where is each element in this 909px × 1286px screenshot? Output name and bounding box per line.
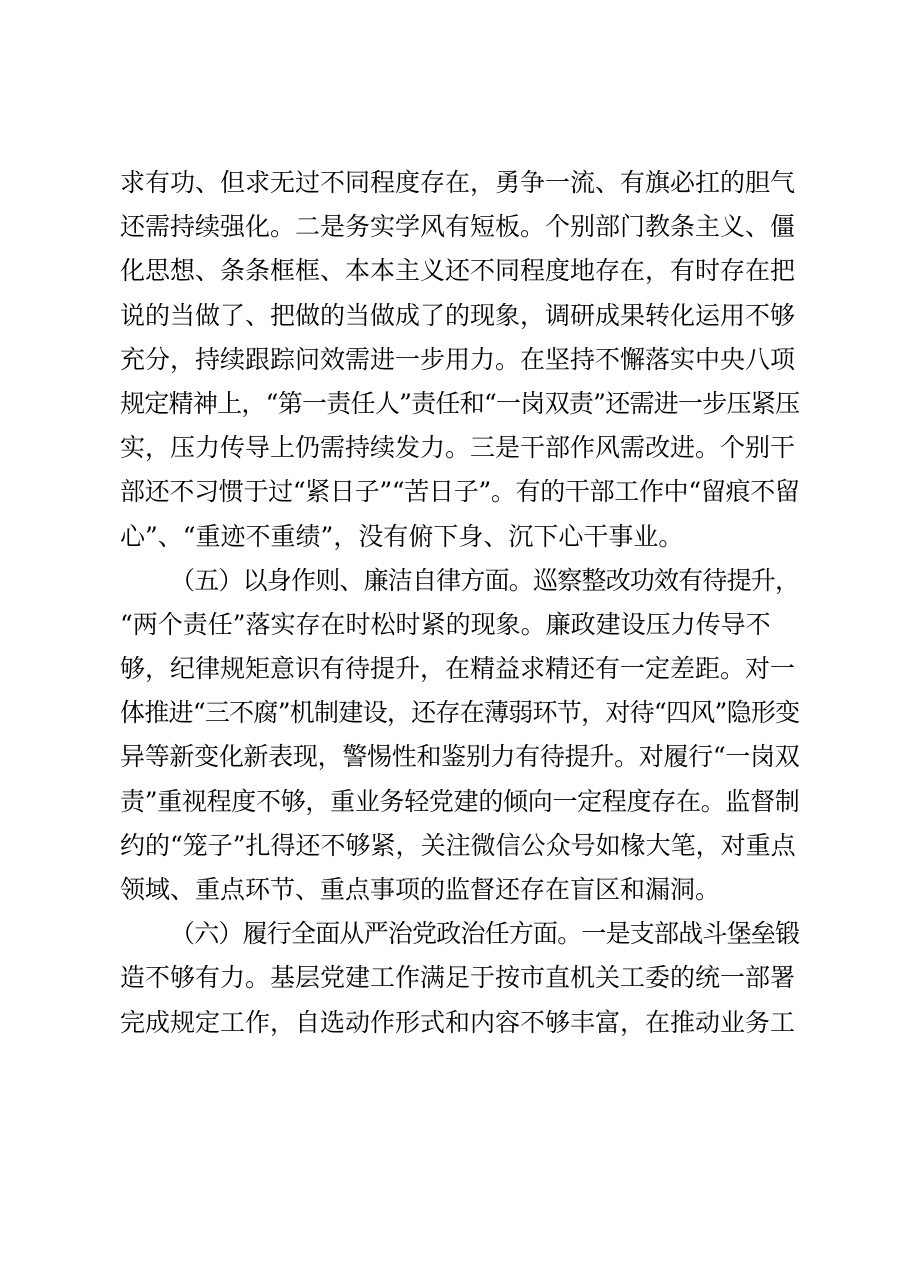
text-line-4: 说的当做了、把做的当做成了的现象，调研成果转化运用不够 <box>120 300 796 330</box>
text-line-9: 心”、“重迹不重绩”，没有俯下身、沉下心干事业。 <box>120 521 684 551</box>
text-line-16: 约的“笼子”扎得还不够紧，关注微信公众号如椽大笔，对重点 <box>120 830 796 860</box>
text-line-13: 体推进“三不腐”机制建设，还存在薄弱环节，对待“四风”隐形变 <box>120 698 800 728</box>
text-line-15: 责”重视程度不够，重业务轻党建的倾向一定程度存在。监督制 <box>120 786 800 816</box>
document-body <box>120 161 800 1045</box>
section-heading-5: （五）以身作则、廉洁自律方面。巡察整改功效有待提升， <box>170 565 800 595</box>
text-line-2: 还需持续强化。二是务实学风有短板。个别部门教条主义、僵 <box>120 212 796 242</box>
text-line-19: 造不够有力。基层党建工作满足于按市直机关工委的统一部署 <box>120 963 796 993</box>
text-line-8: 部还不习惯于过“紧日子”“苦日子”。有的干部工作中“留痕不留 <box>120 477 800 507</box>
text-line-14: 异等新变化新表现，警惕性和鉴别力有待提升。对履行“一岗双 <box>120 742 800 772</box>
text-line-5: 充分，持续跟踪问效需进一步用力。在坚持不懈落实中央八项 <box>120 344 796 374</box>
text-line-6: 规定精神上，“第一责任人”责任和“一岗双责”还需进一步压紧压 <box>120 388 800 418</box>
section-heading-6: （六）履行全面从严治党政治任方面。一是支部战斗堡垒锻 <box>170 919 800 949</box>
text-line-17: 领域、重点环节、重点事项的监督还存在盲区和漏洞。 <box>120 875 721 904</box>
text-line-20: 完成规定工作，自选动作形式和内容不够丰富，在推动业务工 <box>120 1007 796 1037</box>
text-line-7: 实，压力传导上仍需持续发力。三是干部作风需改进。个别干 <box>120 433 796 463</box>
text-line-11: “两个责任”落实存在时松时紧的现象。廉政建设压力传导不 <box>120 609 771 639</box>
text-line-1: 求有功、但求无过不同程度存在，勇争一流、有旗必扛的胆气 <box>120 168 796 197</box>
text-line-12: 够，纪律规矩意识有待提升，在精益求精还有一定差距。对一 <box>120 654 796 684</box>
text-line-3: 化思想、条条框框、本本主义还不同程度地存在，有时存在把 <box>120 256 796 286</box>
